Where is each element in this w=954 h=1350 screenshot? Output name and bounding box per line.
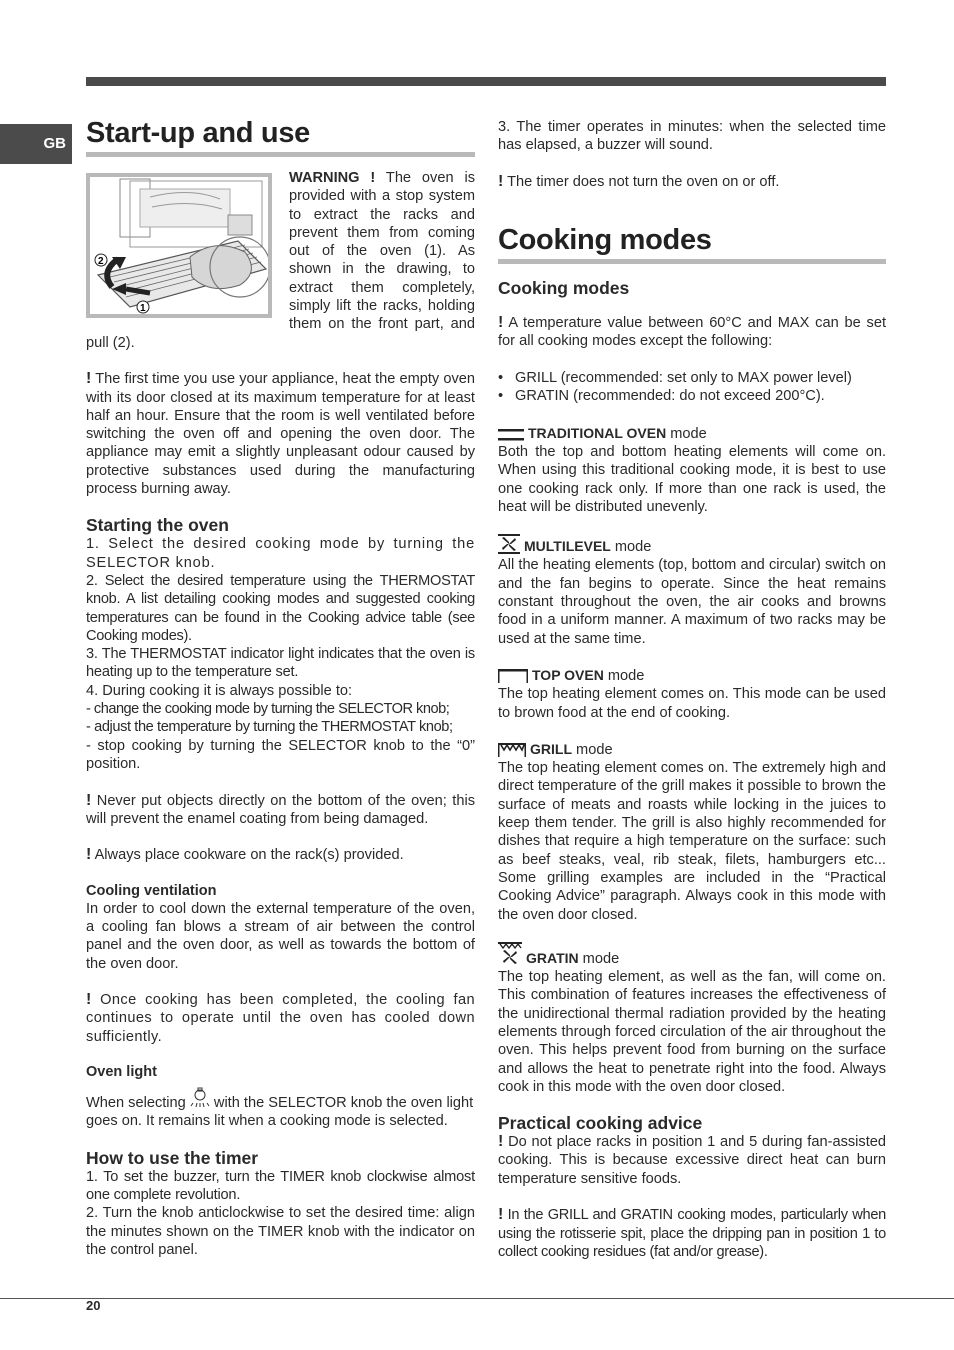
always-place-note: ! Always place cookware on the rack(s) provided. (86, 846, 404, 864)
cooking-modes-subtitle: Cooking modes (498, 278, 630, 299)
oven-light-text: When selecting with the SELECTOR knob the oven light goes on. It remains lit when a cooking mode is selected. (86, 1087, 475, 1131)
mode-top-oven-header: TOP OVEN mode (498, 666, 886, 685)
callout-1: 1 (140, 303, 146, 314)
mode-grill-header: GRILL mode (498, 740, 886, 759)
mode-grill-text: The top heating element comes on. The extremely high and direct temperature of the grill makes it possible to brown the surface of meats and roasts while locking in the juices to keep them tender. The grill is also highly recommended for dishes that require a high temperature on the surface: such as beef steaks, veal, rib steak, filets, hamburgers etc... Some grilling examples are included in the “Practical Cooking Advice” paragraph. Always cook in this mode with the oven door closed. (498, 760, 886, 923)
rack-illustration (90, 177, 268, 314)
timer-step-3: 3. The timer operates in minutes: when the selected time has elapsed, a buzzer will sound. (498, 119, 886, 154)
footer-rule (0, 1298, 954, 1299)
starting-oven-heading: Starting the oven (86, 515, 229, 536)
temperature-note: ! A temperature value between 60°C and MAX can be set for all cooking modes except the following: (498, 314, 886, 350)
cooking-modes-title: Cooking modes (498, 223, 886, 264)
mode-multilevel-text: All the heating elements (top, bottom and circular) switch on and the fan begins to operate. Since the heat remains constant throughout the oven, the air cooks and browns food in a uniform manner. A maximum of two racks may be used at the same time. (498, 557, 886, 647)
starting-step-4: 4. During cooking it is always possible to: (86, 682, 353, 699)
page-number: 20 (86, 1298, 101, 1313)
left-column (86, 116, 475, 1259)
exclamation-icon: ! (498, 314, 504, 332)
callout-2: 2 (98, 256, 104, 267)
mode-gratin-header: GRATIN mode (498, 942, 886, 968)
starting-step-2: 2. Select the desired temperature using the THERMOSTAT knob. A list detailing cooking modes and suggested cooking temperatures can be found in the Cooking advice table (see Cooking modes). (86, 572, 475, 644)
exclamation-icon: ! (86, 991, 92, 1009)
timer-step-1: 1. To set the buzzer, turn the TIMER knob clockwise almost one complete revolution. (86, 1168, 475, 1203)
exclamation-icon: ! (86, 791, 92, 809)
timer-heading: How to use the timer (86, 1147, 259, 1168)
exclamation-icon: ! (498, 1133, 504, 1151)
grill-icon (498, 743, 526, 757)
starting-step-1: 1. Select the desired cooking mode by turning the SELECTOR knob. (86, 536, 475, 571)
starting-substep-3: - stop cooking by turning the SELECTOR knob to the “0” position. (86, 737, 475, 772)
starting-substep-2: - adjust the temperature by turning the THERMOSTAT knob; (86, 719, 453, 736)
lamp-icon (190, 1087, 210, 1109)
exclamation-icon: ! (86, 370, 92, 388)
mode-multilevel-header: MULTILEVEL mode (498, 534, 886, 556)
list-item: • GRATIN (recommended: do not exceed 200°C). (515, 387, 886, 405)
advice-note-2: ! In the GRILL and GRATIN cooking modes, particularly when using the rotisserie spit, place the dripping pan in position 1 to collect cooking residues (fat and/or grease). (498, 1206, 886, 1260)
mode-traditional-header: TRADITIONAL OVEN mode (498, 424, 886, 443)
top-bar (86, 77, 886, 86)
timer-step-2: 2. Turn the knob anticlockwise to set the desired time: align the minutes shown on the TIMER knob with the indicator on the control panel. (86, 1205, 475, 1258)
right-column (498, 118, 886, 1261)
timer-note: ! The timer does not turn the oven on or off. (498, 172, 780, 190)
warning-paragraph: WARNING ! The oven is provided with a stop system to extract the racks and prevent them from coming out of the oven (1). As shown in the drawing, to extract them completely, simply lift the racks, holding them on the front part, and pull (2). (86, 170, 475, 351)
language-tab: GB (0, 124, 72, 164)
warning-label: WARNING ! (289, 170, 376, 186)
starting-substep-1: - change the cooking mode by turning the SELECTOR knob; (86, 701, 450, 718)
exception-list (498, 369, 886, 406)
cooling-text: In order to cool down the external temperature of the oven, a cooling fan blows a stream of air between the control panel and the oven door, as well as towards the bottom of the oven door. (86, 900, 475, 972)
practical-advice-heading: Practical cooking advice (498, 1113, 703, 1134)
exclamation-icon: ! (498, 1206, 504, 1224)
traditional-oven-icon (498, 429, 524, 441)
first-use-note: ! The first time you use your appliance, heat the empty oven with its door closed at its maximum temperature for at least half an hour. Ensure that the room is well ventilated before switching the oven off and opening the oven door. The appliance may emit a slightly unpleasant odour caused by protective substances used during the manufacturing process burning away. (86, 370, 475, 498)
never-put-note: ! Never put objects directly on the bottom of the oven; this will prevent the enamel coating from being damaged. (86, 791, 475, 827)
mode-top-oven-text: The top heating element comes on. This mode can be used to brown food at the end of cooking. (498, 686, 886, 721)
mode-gratin-text: The top heating element, as well as the fan, will come on. This combination of features increases the effectiveness of the unidirectional thermal radiation provided by the heating elements through forced circulation of the air throughout the oven. This helps prevent food from burning on the surface and allows the heat to penetrate right into the food. Always cook in this mode with the oven door closed. (498, 969, 886, 1095)
exclamation-icon: ! (498, 172, 504, 190)
rack-extraction-figure (86, 173, 272, 318)
multilevel-icon (498, 534, 520, 554)
gratin-icon (498, 942, 522, 966)
oven-light-heading: Oven light (86, 1064, 157, 1081)
top-oven-icon (498, 669, 528, 683)
exclamation-icon: ! (86, 846, 92, 864)
list-item: • GRILL (recommended: set only to MAX power level) (515, 369, 886, 387)
starting-step-3: 3. The THERMOSTAT indicator light indicates that the oven is heating up to the temperature set. (86, 646, 475, 681)
page-title: Start-up and use (86, 116, 475, 157)
cooling-note: ! Once cooking has been completed, the cooling fan continues to operate until the oven has cooled down sufficiently. (86, 991, 475, 1045)
cooling-heading: Cooling ventilation (86, 882, 217, 899)
mode-traditional-text: Both the top and bottom heating elements will come on. When using this traditional cooking mode, it is best to use one cooking rack only. If more than one rack is used, the heat will be distributed unevenly. (498, 443, 886, 515)
advice-note-1: ! Do not place racks in position 1 and 5 during fan-assisted cooking. This is because excessive direct heat can burn temperature sensitive foods. (498, 1133, 886, 1187)
